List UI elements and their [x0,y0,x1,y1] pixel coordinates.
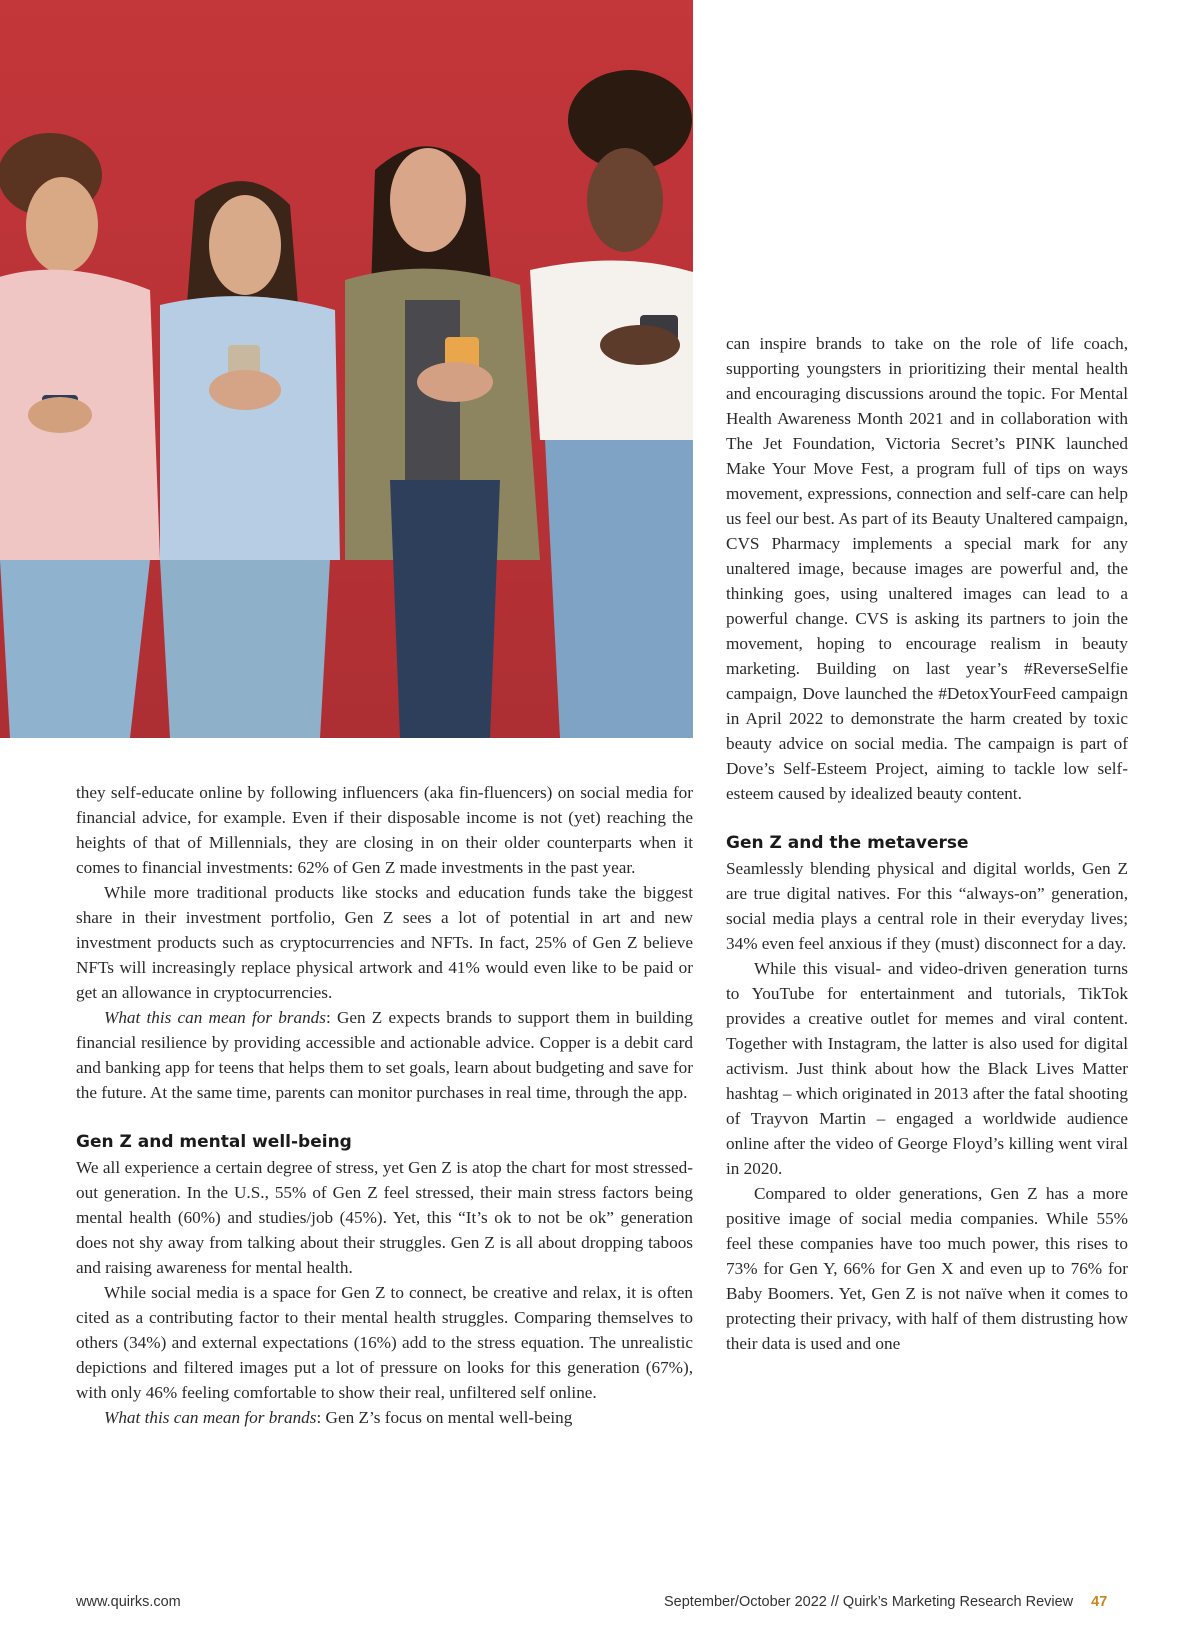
paragraph: Compared to older generations, Gen Z has a more positive image of social media companies. While 55% feel these companies have too much power, this rises to 73% for Gen Y, 66% for Gen X and even up to 76% for Baby Boomers. Yet, Gen Z is not naïve when it comes to protecting their privacy, with half of them distrusting how their data is used and one [726,1184,1128,1353]
person-3-figure [345,146,540,738]
person-1-figure [0,133,160,738]
person-2-figure [160,181,340,738]
paragraph-body: : Gen Z’s focus on mental well-being [316,1408,573,1427]
paragraph-lead-in: What this can mean for brands [104,1008,326,1027]
paragraph: We all experience a certain degree of stress, yet Gen Z is atop the chart for most stressed-out generation. In the U.S., 55% of Gen Z feel stressed, their main stress factors being mental health (60%) and studies/job (45%). Yet, this “It’s ok to not be ok” generation does not shy away from talking about their struggles. Gen Z is all about dropping taboos and raising awareness for mental health. [76,1158,693,1277]
footer-website-link[interactable]: www.quirks.com [76,1594,181,1610]
section-heading-mental-well-being: Gen Z and mental well-being [76,1132,352,1152]
section-heading-metaverse: Gen Z and the metaverse [726,833,969,853]
paragraph-body: : Gen Z expects brands to support them in building financial resilience by providing accessible and actionable advice. Copper is a debit card and banking app for teens that helps them to set goals, learn about budgeting and save for the future. At the same time, parents can monitor purchases in real time, through the app. [76,1008,693,1102]
right-column [726,331,1128,1356]
people-with-phones-illustration [0,0,693,738]
hero-photo [0,0,693,738]
paragraph: While more traditional products like stocks and education funds take the biggest share in their investment portfolio, Gen Z sees a lot of potential in art and new investment products such as cryptocurrencies and NFTs. In fact, 25% of Gen Z believe NFTs will increasingly replace physical artwork and 41% would even like to be paid or get an allowance in cryptocurrencies. [76,883,693,1002]
paragraph: they self-educate online by following influencers (aka fin-fluencers) on social media for financial advice, for example. Even if their disposable income is not (yet) reaching the heights of that of Millennials, they are closing in on their older counterparts when it comes to financial investments: 62% of Gen Z made investments in the past year. [76,783,693,877]
paragraph-lead-in: What this can mean for brands [104,1408,317,1427]
paragraph: Seamlessly blending physical and digital worlds, Gen Z are true digital natives. For this “always-on” generation, social media plays a central role in their everyday lives; 34% even feel anxious if they (must) disconnect for a day. [726,859,1128,953]
paragraph [76,1005,693,1105]
paragraph: While social media is a space for Gen Z to connect, be creative and relax, it is often cited as a contributing factor to their mental health struggles. Comparing themselves to others (34%) and external expectations (16%) add to the stress equation. The unrealistic depictions and filtered images put a lot of pressure on looks for this generation (67%), with only 46% feeling comfortable to show their real, unfiltered self online. [76,1283,693,1402]
left-column [76,780,693,1430]
footer-issue-info [664,1594,1107,1610]
paragraph: can inspire brands to take on the role of life coach, supporting youngsters in prioritizing their mental health and encouraging discussions around the topic. For Mental Health Awareness Month 2021 and in collaboration with The Jet Foundation, Victoria Secret’s PINK launched Make Your Move Fest, a program full of tips on ways movement, expressions, connection and self-care can help us feel our best. As part of its Beauty Unaltered campaign, CVS Pharmacy implements a special mark for any unaltered image, because images are powerful and, the thinking goes, using unaltered images can lead to a powerful change. CVS is asking its partners to join the movement, hoping to encourage realism in beauty marketing. Building on last year’s #ReverseSelfie campaign, Dove launched the #DetoxYourFeed campaign in April 2022 to demonstrate the harm created by toxic beauty advice on social media. The campaign is part of Dove’s Self-Esteem Project, aiming to tackle low self-esteem caused by idealized beauty content. [726,334,1128,803]
page-number: 47 [1091,1594,1108,1610]
footer-issue-text: September/October 2022 // Quirk’s Marketing Research Review [664,1594,1074,1610]
person-4-figure [530,70,693,738]
paragraph: While this visual- and video-driven generation turns to YouTube for entertainment and tutorials, TikTok provides a creative outlet for memes and viral content. Together with Instagram, the latter is also used for digital activism. Just think about how the Black Lives Matter hashtag – which originated in 2013 after the fatal shooting of Trayvon Martin – engaged a worldwide audience online after the video of George Floyd’s killing went viral in 2020. [726,959,1128,1178]
paragraph [76,1405,693,1430]
